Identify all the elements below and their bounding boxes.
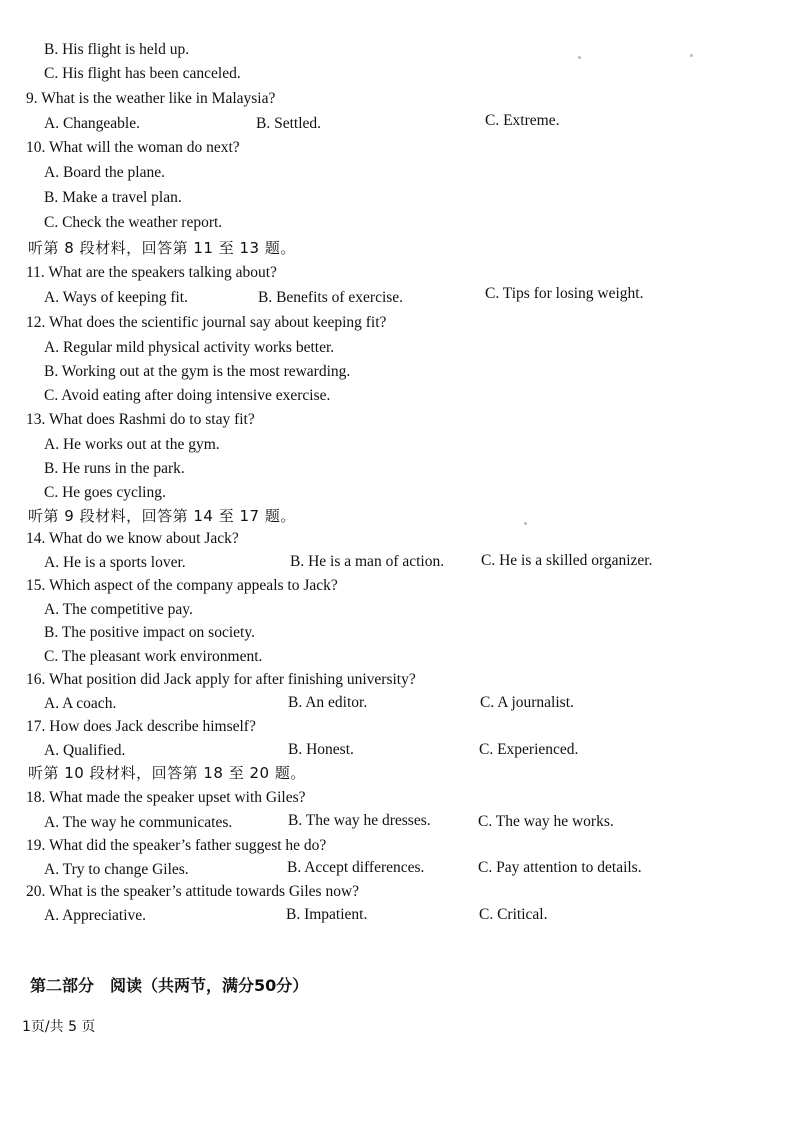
q14-option-c: C. He is a skilled organizer. xyxy=(481,552,653,569)
q16-option-a: A. A coach. xyxy=(44,695,117,712)
q13-option-a: A. He works out at the gym. xyxy=(44,436,220,453)
q20-option-a: A. Appreciative. xyxy=(44,907,147,924)
q14-question: 14. What do we know about Jack? xyxy=(26,530,239,547)
q12-question: 12. What does the scientific journal say about keeping fit? xyxy=(26,314,387,331)
q14-option-a: A. He is a sports lover. xyxy=(44,554,186,571)
q14-option-b: B. He is a man of action. xyxy=(290,553,445,570)
q17-option-b: B. Honest. xyxy=(288,741,354,758)
scan-speck xyxy=(578,56,581,59)
q11-option-c: C. Tips for losing weight. xyxy=(485,285,644,302)
q10-option-a: A. Board the plane. xyxy=(44,164,165,181)
q12-option-a: A. Regular mild physical activity works better. xyxy=(44,339,335,356)
q11-option-b: B. Benefits of exercise. xyxy=(258,289,404,306)
q15-option-c: C. The pleasant work environment. xyxy=(44,648,263,665)
q9-question: 9. What is the weather like in Malaysia? xyxy=(26,90,276,107)
q13-option-b: B. He runs in the park. xyxy=(44,460,185,477)
q12-option-b: B. Working out at the gym is the most rewarding. xyxy=(44,363,351,380)
q20-option-c: C. Critical. xyxy=(479,906,548,923)
q17-option-c: C. Experienced. xyxy=(479,741,579,758)
q19-option-a: A. Try to change Giles. xyxy=(44,861,189,878)
q19-option-c: C. Pay attention to details. xyxy=(478,859,642,876)
q15-question: 15. Which aspect of the company appeals to Jack? xyxy=(26,577,338,594)
q18-question: 18. What made the speaker upset with Giles? xyxy=(26,789,306,806)
q13-question: 13. What does Rashmi do to stay fit? xyxy=(26,411,255,428)
q11-option-a: A. Ways of keeping fit. xyxy=(44,289,188,306)
q8-option-b: B. His flight is held up. xyxy=(44,41,190,58)
q10-option-c: C. Check the weather report. xyxy=(44,214,223,231)
q10-option-b: B. Make a travel plan. xyxy=(44,189,182,206)
part-two-heading: 第二部分 阅读（共两节，满分50分） xyxy=(30,976,309,995)
section-8-heading: 听第 8 段材料，回答第 11 至 13 题。 xyxy=(28,239,296,257)
q13-option-c: C. He goes cycling. xyxy=(44,484,166,501)
q19-question: 19. What did the speaker’s father suggest he do? xyxy=(26,837,327,854)
q16-question: 16. What position did Jack apply for after finishing university? xyxy=(26,671,416,688)
q9-option-a: A. Changeable. xyxy=(44,115,140,132)
q9-option-b: B. Settled. xyxy=(256,115,322,132)
q10-question: 10. What will the woman do next? xyxy=(26,139,240,156)
q16-option-b: B. An editor. xyxy=(288,694,368,711)
q18-option-b: B. The way he dresses. xyxy=(288,812,431,829)
page-number: 1页/共 5 页 xyxy=(22,1019,96,1035)
q15-option-b: B. The positive impact on society. xyxy=(44,624,255,641)
scan-speck xyxy=(690,54,693,57)
q20-question: 20. What is the speaker’s attitude towards Giles now? xyxy=(26,883,360,900)
q17-option-a: A. Qualified. xyxy=(44,742,126,759)
q8-option-c: C. His flight has been canceled. xyxy=(44,65,241,82)
q12-option-c: C. Avoid eating after doing intensive exercise. xyxy=(44,387,331,404)
section-9-heading: 听第 9 段材料，回答第 14 至 17 题。 xyxy=(28,507,296,525)
q16-option-c: C. A journalist. xyxy=(480,694,574,711)
q20-option-b: B. Impatient. xyxy=(286,906,368,923)
scan-speck xyxy=(524,522,527,525)
q19-option-b: B. Accept differences. xyxy=(287,859,425,876)
section-10-heading: 听第 10 段材料，回答第 18 至 20 题。 xyxy=(28,764,306,782)
q18-option-c: C. The way he works. xyxy=(478,813,614,830)
q15-option-a: A. The competitive pay. xyxy=(44,601,193,618)
q9-option-c: C. Extreme. xyxy=(485,112,560,129)
q18-option-a: A. The way he communicates. xyxy=(44,814,233,831)
q17-question: 17. How does Jack describe himself? xyxy=(26,718,256,735)
q11-question: 11. What are the speakers talking about? xyxy=(26,264,277,281)
